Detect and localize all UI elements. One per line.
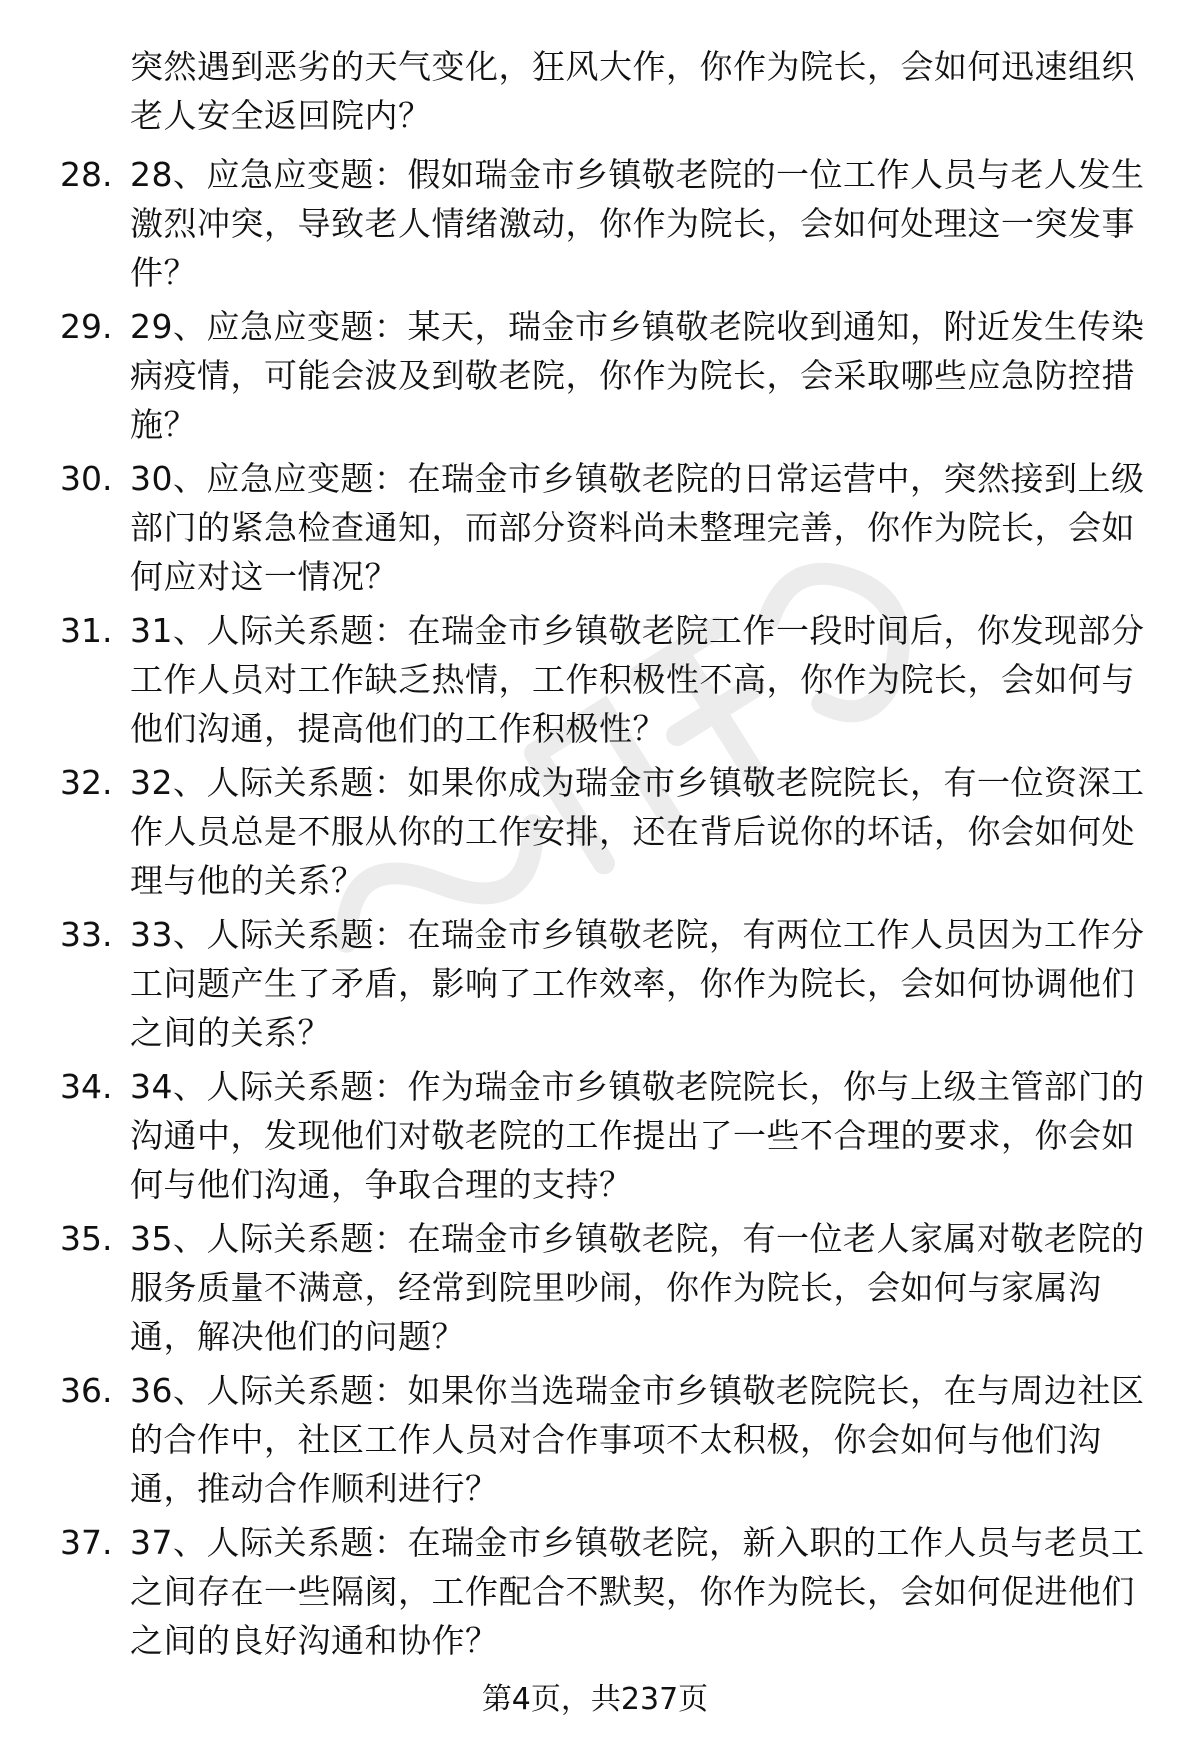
- list-item: [0, 758, 1190, 910]
- question-text: 29、应急应变题：某天，瑞金市乡镇敬老院收到通知，附近发生传染病疫情，可能会波及到敬老院，你作为院长，会采取哪些应急防控措施？: [130, 307, 1145, 444]
- list-item: [0, 1518, 1190, 1670]
- question-list: [0, 150, 1190, 1670]
- list-number: 33.: [60, 915, 113, 954]
- list-item: [0, 1214, 1190, 1366]
- list-number: 30.: [60, 459, 113, 498]
- question-text: 30、应急应变题：在瑞金市乡镇敬老院的日常运营中，突然接到上级部门的紧急检查通知，而部分资料尚未整理完善，你作为院长，会如何应对这一情况？: [130, 459, 1145, 596]
- list-item: [0, 150, 1190, 302]
- list-item: [0, 606, 1190, 758]
- question-text: 33、人际关系题：在瑞金市乡镇敬老院，有两位工作人员因为工作分工问题产生了矛盾，影响了工作效率，你作为院长，会如何协调他们之间的关系？: [130, 915, 1145, 1052]
- question-text: 35、人际关系题：在瑞金市乡镇敬老院，有一位老人家属对敬老院的服务质量不满意，经常到院里吵闹，你作为院长，会如何与家属沟通，解决他们的问题？: [130, 1219, 1145, 1356]
- question-text: 28、应急应变题：假如瑞金市乡镇敬老院的一位工作人员与老人发生激烈冲突，导致老人情绪激动，你作为院长，会如何处理这一突发事件？: [130, 155, 1145, 292]
- question-text: 36、人际关系题：如果你当选瑞金市乡镇敬老院院长，在与周边社区的合作中，社区工作人员对合作事项不太积极，你会如何与他们沟通，推动合作顺利进行？: [130, 1371, 1145, 1508]
- list-number: 35.: [60, 1219, 113, 1258]
- continuation-paragraph: 突然遇到恶劣的天气变化，狂风大作，你作为院长，会如何迅速组织老人安全返回院内？: [130, 47, 1135, 135]
- list-item: [0, 910, 1190, 1062]
- list-number: 31.: [60, 611, 113, 650]
- question-text: 31、人际关系题：在瑞金市乡镇敬老院工作一段时间后，你发现部分工作人员对工作缺乏热情，工作积极性不高，你作为院长，会如何与他们沟通，提高他们的工作积极性？: [130, 611, 1145, 748]
- list-number: 32.: [60, 763, 113, 802]
- list-number: 29.: [60, 307, 113, 346]
- question-text: 37、人际关系题：在瑞金市乡镇敬老院，新入职的工作人员与老员工之间存在一些隔阂，工作配合不默契，你作为院长，会如何促进他们之间的良好沟通和协作？: [130, 1523, 1145, 1660]
- page-footer: 第4页，共237页: [481, 1682, 709, 1717]
- list-number: 28.: [60, 155, 113, 194]
- list-number: 34.: [60, 1067, 113, 1106]
- list-item: [0, 1062, 1190, 1214]
- question-text: 34、人际关系题：作为瑞金市乡镇敬老院院长，你与上级主管部门的沟通中，发现他们对敬老院的工作提出了一些不合理的要求，你会如何与他们沟通，争取合理的支持？: [130, 1067, 1145, 1204]
- list-item: [0, 1366, 1190, 1518]
- question-text: 32、人际关系题：如果你成为瑞金市乡镇敬老院院长，有一位资深工作人员总是不服从你的工作安排，还在背后说你的坏话，你会如何处理与他的关系？: [130, 763, 1145, 900]
- list-number: 37.: [60, 1523, 113, 1562]
- list-item: [0, 454, 1190, 606]
- list-number: 36.: [60, 1371, 113, 1410]
- list-item: [0, 302, 1190, 454]
